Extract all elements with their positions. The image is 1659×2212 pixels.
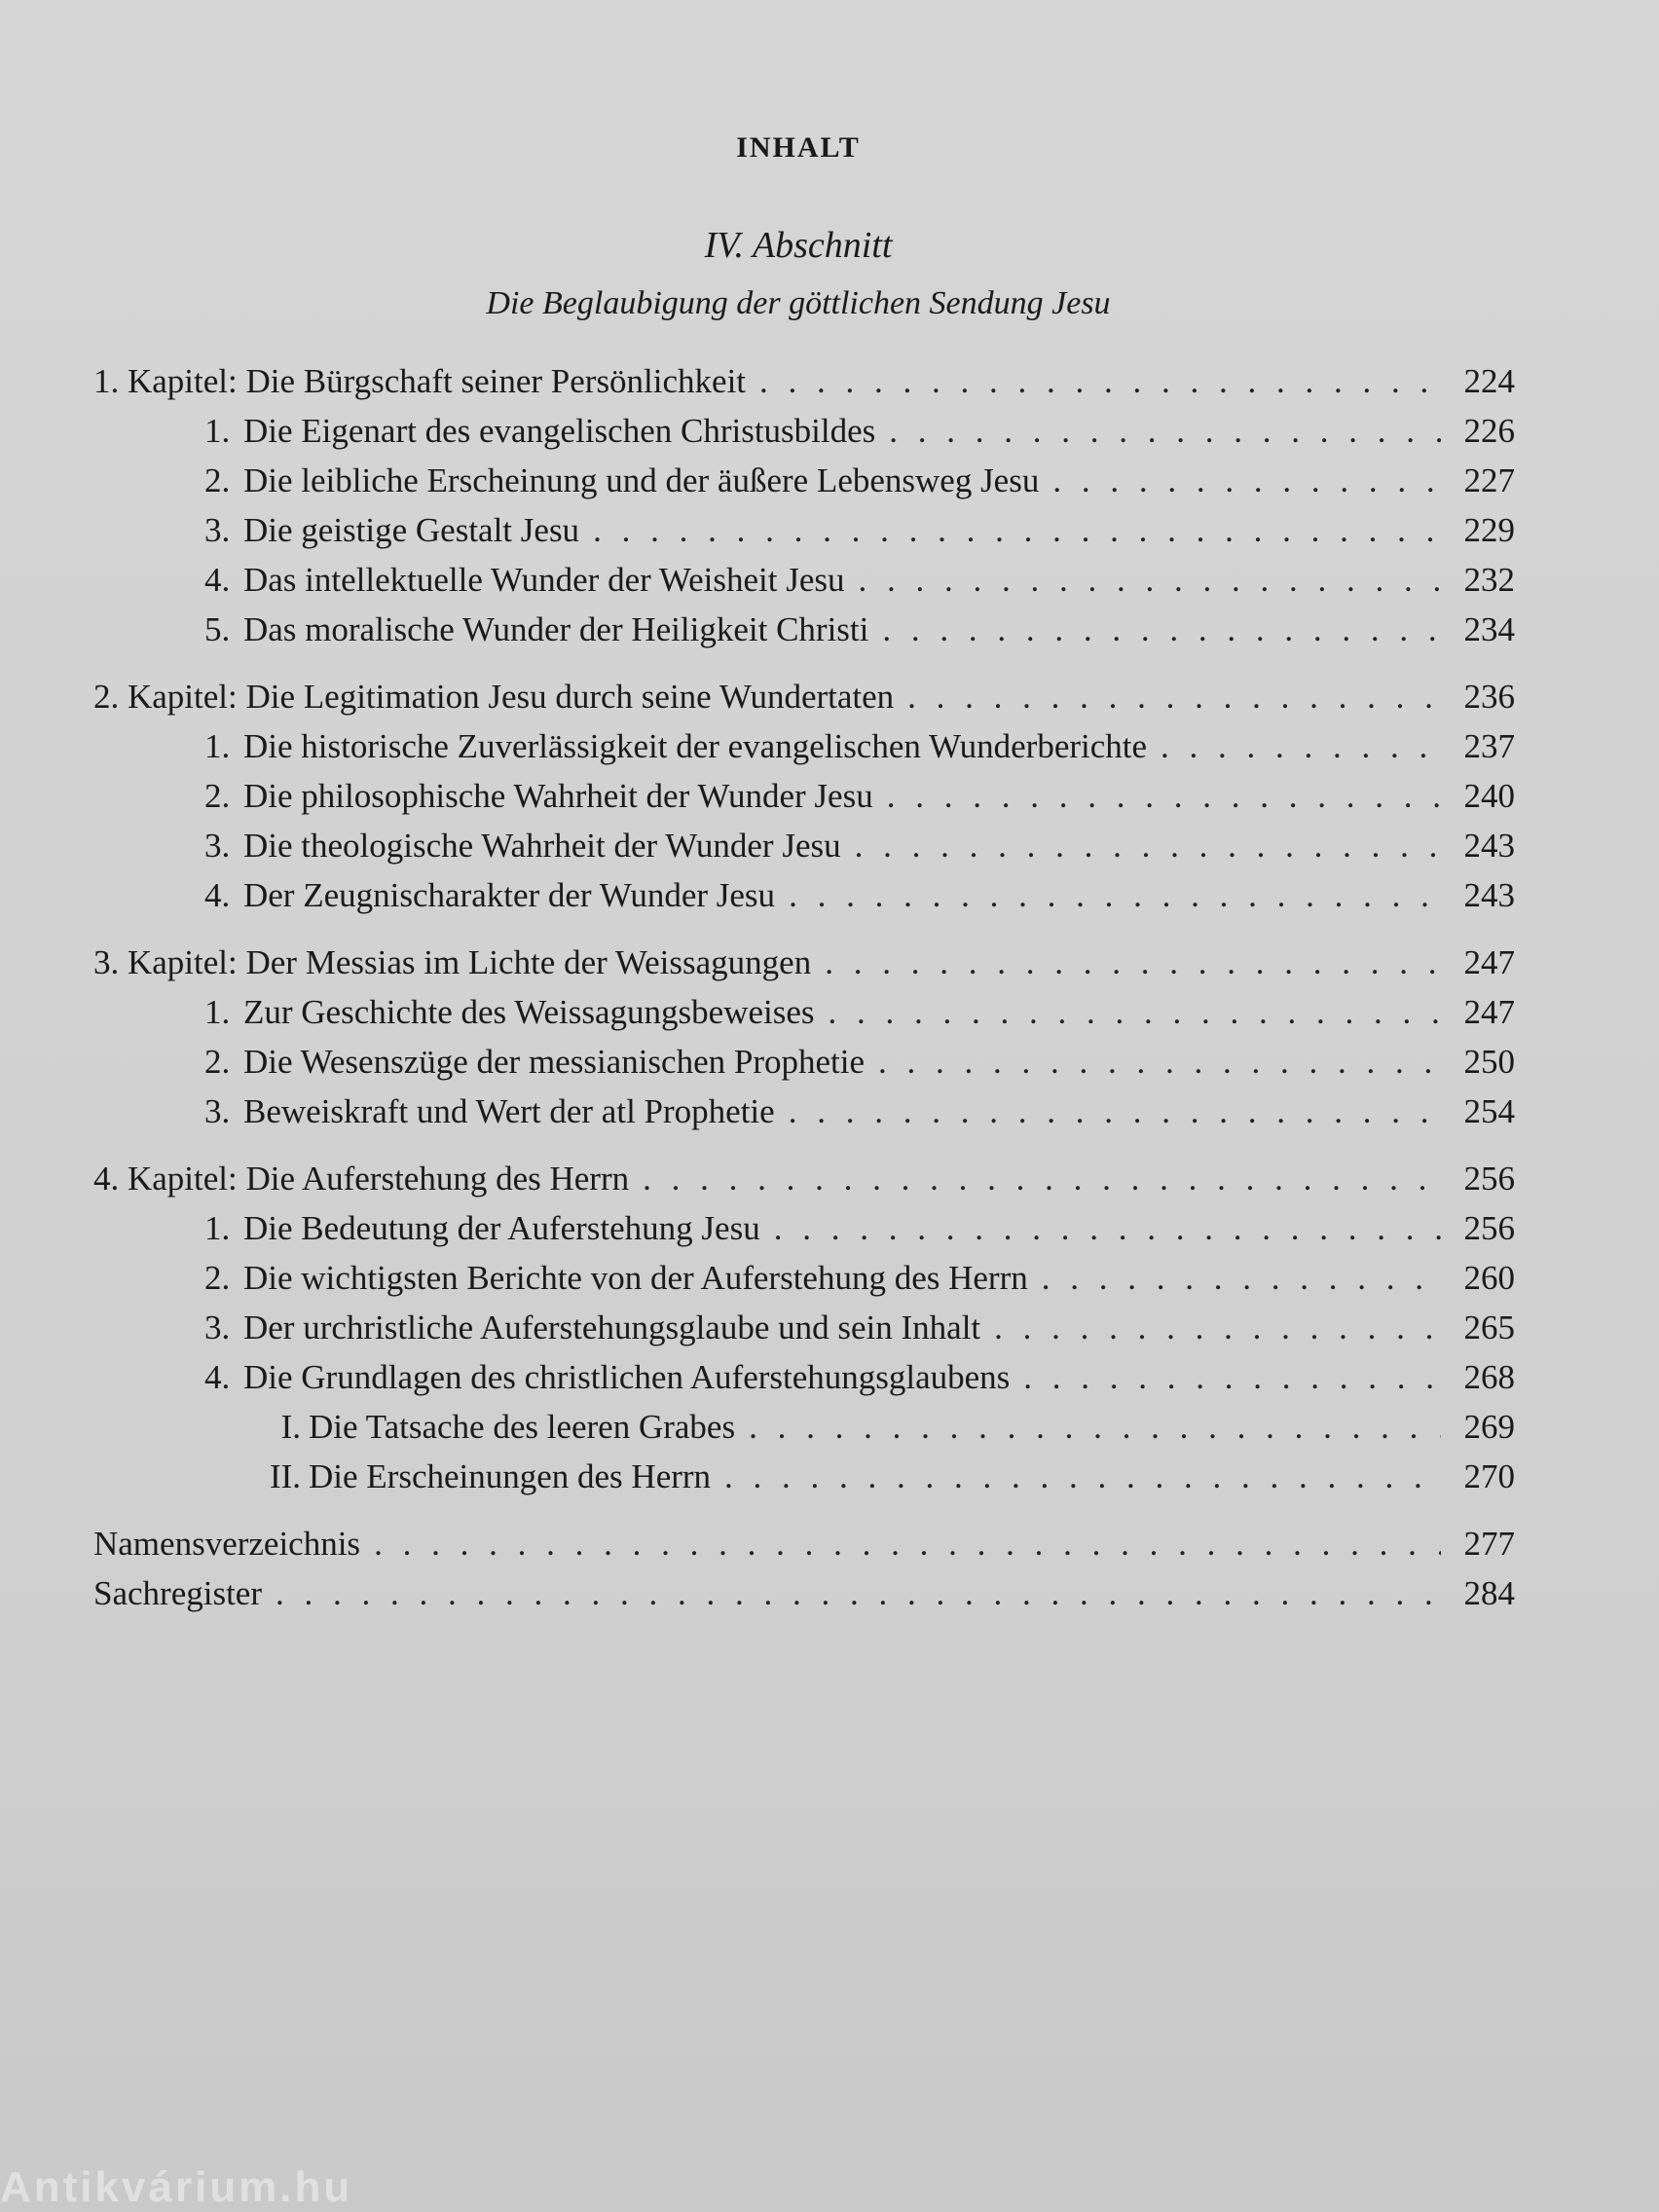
page-number: 227 [1463, 461, 1515, 499]
dot-leader [774, 1209, 1441, 1248]
toc-appendix-entry [93, 1574, 1515, 1624]
dot-leader [878, 1043, 1441, 1082]
group-spacer [93, 926, 1515, 943]
page-number: 243 [1463, 827, 1515, 865]
item-title: Die leibliche Erscheinung und der äußere Lebensweg Jesu [243, 461, 1040, 499]
item-title: Das moralische Wunder der Heiligkeit Christi [243, 610, 869, 648]
toc-subitem [93, 1457, 1515, 1507]
subitem-title: Die Tatsache des leeren Grabes [309, 1408, 736, 1446]
dot-leader [907, 678, 1441, 717]
group-spacer [93, 1507, 1515, 1525]
page-number: 232 [1463, 561, 1515, 599]
dot-leader [859, 561, 1441, 600]
dot-leader [759, 362, 1441, 401]
chapter-title: Kapitel: Der Messias im Lichte der Weissagungen [128, 943, 812, 981]
item-title: Die geistige Gestalt Jesu [243, 511, 580, 549]
toc-item [93, 1259, 1515, 1309]
chapter-number: 3. [93, 943, 120, 981]
chapter-title: Kapitel: Die Bürgschaft seiner Persönlichkeit [128, 362, 747, 400]
dot-leader [887, 777, 1441, 816]
dot-leader [789, 1092, 1441, 1131]
page-number: 234 [1463, 610, 1515, 648]
page-number: 229 [1463, 511, 1515, 549]
toc-item [93, 511, 1515, 561]
group-spacer [93, 660, 1515, 678]
item-number: 5. [204, 610, 231, 648]
dot-leader [1023, 1358, 1441, 1397]
toc-item [93, 777, 1515, 827]
item-number: 3. [204, 827, 231, 865]
chapter-number: 1. [93, 362, 120, 400]
item-title: Die Bedeutung der Auferstehung Jesu [243, 1209, 760, 1247]
item-number: 1. [204, 727, 231, 765]
dot-leader [593, 511, 1441, 550]
item-number: 4. [204, 561, 231, 599]
item-title: Der Zeugnischarakter der Wunder Jesu [243, 876, 776, 914]
item-title: Die historische Zuverlässigkeit der evangelischen Wunderberichte [243, 727, 1148, 765]
page-number: 256 [1463, 1209, 1515, 1247]
toc-item [93, 1309, 1515, 1358]
table-of-contents [93, 362, 1515, 1624]
dot-leader [643, 1160, 1441, 1198]
toc-chapter [93, 1160, 1515, 1209]
item-number: 4. [204, 876, 231, 914]
subitem-title: Die Erscheinungen des Herrn [309, 1457, 712, 1495]
page-number: 284 [1463, 1574, 1515, 1612]
toc-item [93, 876, 1515, 926]
page-number: 260 [1463, 1259, 1515, 1297]
section-subtitle: Die Beglaubigung der göttlichen Sendung Jesu [486, 285, 1111, 321]
toc-chapter [93, 362, 1515, 412]
toc-item [93, 1358, 1515, 1408]
dot-leader [994, 1309, 1441, 1347]
group-spacer [93, 1142, 1515, 1160]
item-number: 1. [204, 412, 231, 450]
dot-leader [724, 1457, 1441, 1496]
item-title: Das intellektuelle Wunder der Weisheit Jesu [243, 561, 845, 599]
item-title: Die Eigenart des evangelischen Christusbildes [243, 412, 876, 450]
item-number: 1. [204, 1209, 231, 1247]
page-number: 265 [1463, 1309, 1515, 1346]
item-number: 3. [204, 1309, 231, 1346]
page-number: 243 [1463, 876, 1515, 914]
page-number: 226 [1463, 412, 1515, 450]
item-number: 2. [204, 1043, 231, 1081]
dot-leader [1052, 461, 1441, 500]
item-title: Die Wesenszüge der messianischen Prophetie [243, 1043, 866, 1081]
page-number: 224 [1463, 362, 1515, 400]
toc-item [93, 1092, 1515, 1142]
toc-item [93, 412, 1515, 461]
dot-leader [749, 1408, 1441, 1447]
toc-item [93, 1209, 1515, 1259]
page-number: 277 [1463, 1525, 1515, 1563]
page-number: 250 [1463, 1043, 1515, 1081]
page-number: 254 [1463, 1092, 1515, 1130]
appendix-title: Sachregister [93, 1574, 262, 1612]
appendix-title: Namensverzeichnis [93, 1525, 361, 1563]
subitem-number: II. [269, 1457, 301, 1495]
page-number: 237 [1463, 727, 1515, 765]
page-number: 256 [1463, 1160, 1515, 1198]
page-number: 270 [1463, 1457, 1515, 1495]
item-title: Die Grundlagen des christlichen Auferstehungsglaubens [243, 1358, 1011, 1396]
chapter-number: 4. [93, 1160, 120, 1198]
page-number: 268 [1463, 1358, 1515, 1396]
dot-leader [1042, 1259, 1441, 1298]
toc-item [93, 827, 1515, 876]
dot-leader [1161, 727, 1441, 766]
toc-chapter [93, 943, 1515, 993]
toc-item [93, 993, 1515, 1043]
item-title: Zur Geschichte des Weissagungsbeweises [243, 993, 815, 1031]
item-title: Die theologische Wahrheit der Wunder Jesu [243, 827, 841, 865]
dot-leader [829, 993, 1441, 1032]
chapter-number: 2. [93, 678, 120, 716]
toc-item [93, 561, 1515, 610]
item-number: 4. [204, 1358, 231, 1396]
item-title: Die philosophische Wahrheit der Wunder Jesu [243, 777, 873, 815]
item-number: 1. [204, 993, 231, 1031]
dot-leader [825, 943, 1441, 982]
dot-leader [889, 412, 1441, 451]
subitem-number: I. [280, 1408, 301, 1446]
page-number: 247 [1463, 943, 1515, 981]
page-number: 269 [1463, 1408, 1515, 1446]
watermark: Antikvárium.hu [0, 2163, 353, 2211]
page-number: 247 [1463, 993, 1515, 1031]
toc-item [93, 461, 1515, 511]
page-number: 240 [1463, 777, 1515, 815]
dot-leader [374, 1525, 1441, 1564]
section-title: IV. Abschnitt [704, 225, 893, 266]
item-number: 2. [204, 461, 231, 499]
item-number: 3. [204, 511, 231, 549]
item-title: Die wichtigsten Berichte von der Auferstehung des Herrn [243, 1259, 1028, 1297]
page-header: INHALT [736, 131, 861, 164]
item-number: 2. [204, 1259, 231, 1297]
item-title: Der urchristliche Auferstehungsglaube und sein Inhalt [243, 1309, 981, 1346]
chapter-title: Kapitel: Die Legitimation Jesu durch seine Wundertaten [128, 678, 895, 716]
chapter-title: Kapitel: Die Auferstehung des Herrn [128, 1160, 630, 1198]
item-title: Beweiskraft und Wert der atl Prophetie [243, 1092, 775, 1130]
toc-subitem [93, 1408, 1515, 1457]
dot-leader [789, 876, 1441, 915]
toc-appendix-entry [93, 1525, 1515, 1574]
toc-item [93, 1043, 1515, 1092]
dot-leader [276, 1574, 1441, 1613]
item-number: 3. [204, 1092, 231, 1130]
toc-item [93, 727, 1515, 777]
dot-leader [882, 610, 1441, 649]
page-number: 236 [1463, 678, 1515, 716]
dot-leader [855, 827, 1441, 866]
toc-chapter [93, 678, 1515, 727]
toc-item [93, 610, 1515, 660]
item-number: 2. [204, 777, 231, 815]
